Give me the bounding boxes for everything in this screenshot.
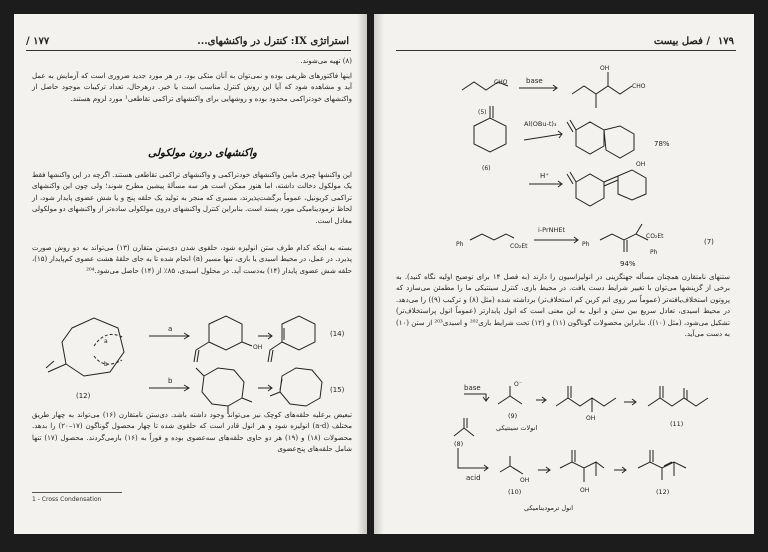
- reagent-iprnhet: i-PrNHEt: [538, 226, 566, 234]
- compound-12-skeleton: [62, 318, 124, 376]
- label-7: (7): [704, 238, 714, 246]
- footnote-rule: [32, 492, 122, 493]
- ph-1: Ph: [456, 241, 464, 248]
- caption-kinetic: انولات سینتیکی: [496, 424, 538, 432]
- base-arrow: [519, 85, 557, 91]
- right-paragraph-1: ستنهای نامتقارن همچنان مسأله جهتگزینی در انولیزاسیون را دارند (به فصل ۱۴ برای توضیح اولیه نگاه کنید). به برخی از گزینشها می‌توان با تغییر شرایط دست یافت. در محیط بازی، کنترل سینتیکی ما را مطمئن می‌سازد که پروتون استخلاف‌یافته‌تر (عموماً سر روی اتم کربن کم استخلاف‌تر) برداشته شده (مثل (۸) و ترکیب (۹)) را می‌دهد. در محیط اسیدی، تعادل سریع بین ستن و انول به این معنی است که انول پایدارتر (عموماً انول پراستخلاف‌تر) تشکیل می‌شود، (مثل (۱۰)). بنابراین محصولات گوناگون (۱۱) و (۱۲) تحت شرایط بازی²⁰² و اسیدی²⁰³ از ستن (۱۰) به دست می‌آید.: [396, 273, 731, 339]
- left-scheme: [14, 306, 367, 416]
- aldol-dimer: [567, 120, 634, 158]
- left-paragraph-2: اینها فاکتورهای ظریفی بوده و نمی‌توان به آنان متکی بود. در هر مورد جدید ضروری است که آزمایش به عمل آید و مشاهده شود که آیا این روش کنترل مناسب است یا خیر. درهرحال، تعداد ترکیبات موجود حاصل از واکنشهای خودتراکمی محدود بوده و روشهایی برای واکنشهای تراکمی تقاطعی¹ مورد لزوم هستند.: [32, 72, 352, 103]
- arrow-label-a: a: [168, 325, 173, 333]
- al-arrow: [524, 131, 562, 140]
- label-9: (9): [508, 412, 518, 420]
- dehydration-arrow: [258, 333, 272, 339]
- oh-bond: [242, 342, 252, 346]
- section-title: واکنشهای درون مولکولی: [147, 147, 257, 159]
- aldol-10-product: [560, 450, 604, 482]
- reaction-arrow-b: [149, 385, 189, 391]
- co2et-1: CO₂Et: [510, 243, 528, 250]
- left-header-page-number: / ۱۷۷: [26, 36, 50, 47]
- right-lower-scheme: [374, 376, 754, 526]
- left-paragraph-3: این واکنشها چیزی مابین واکنشهای خودتراکمی و واکنشهای تراکمی تقاطعی هستند. اگرچه در این واکنشها فقط یک مولکول دخالت داشته، اما هنوز ممکن است هر سه مسألهٔ پیشین مطرح شوند؛ ولی چون این واکنشهای تراکمی کربونیل، عموماً برگشت‌پذیرند، مسیری که منجر به تولید یک حلقه پنج و یا شش عضوی پایدار شود، از لحاظ ترمودینامیکی مورد پسند است. بنابراین کنترل واکنشهای درون مولکولی ساده‌تر از واکنشهای دو مولکولی معادل است.: [32, 171, 352, 225]
- compound-aldol-ring: [194, 316, 242, 362]
- acid-arrow: [529, 181, 562, 187]
- left-header-rule: [26, 50, 351, 51]
- compound-label-12: (12): [76, 392, 91, 400]
- dehydration-arrow-lower: [624, 399, 636, 405]
- compound-label-14: (14): [330, 330, 345, 338]
- right-page: [374, 14, 754, 534]
- base-arrow-lower: [464, 394, 489, 401]
- oh-2: OH: [636, 161, 646, 168]
- o-minus: O⁻: [514, 381, 522, 388]
- h-plus: H⁺: [540, 172, 549, 180]
- arrow-label-b: b: [168, 377, 173, 385]
- compound-label-15: (15): [330, 386, 345, 394]
- left-paragraph-1: (۸) تهیه می‌شوند.: [300, 57, 352, 65]
- right-header-rule: [396, 50, 736, 51]
- enone-product: [567, 170, 646, 206]
- oh-lower-3: OH: [580, 487, 590, 494]
- dehydration-arrow-2-lower: [614, 467, 626, 473]
- label-5: (5): [478, 109, 487, 116]
- acid-arrow-lower: [458, 448, 488, 471]
- dehydration-arrow-2: [258, 385, 272, 391]
- compound-15-ring: [270, 368, 322, 406]
- right-header-page-number: ۱۷۹: [717, 36, 734, 47]
- ester-1: [470, 234, 514, 240]
- caption-thermo: انول ترمودینامیکی: [524, 504, 574, 512]
- footnote: 1 - Cross Condensation: [32, 496, 102, 503]
- reaction-arrow-a: [149, 333, 189, 339]
- left-paragraph-5: تبعیض برعلیه حلقه‌های کوچک نیز می‌تواند وجود داشته باشد. دی‌ستن نامتقارن (۱۶) می‌تواند به چهار طریق مختلف (a-d) انولیزه شود و هر انول قادر است که حلقوی شده تا چهار محصول گوناگون (۱۷–۲۰) را بدهد. محصولات (۱۸) و (۱۹) هر دو حاوی حلقه‌های سه‌عضوی بوده و فوراً به (۱۶) بازمی‌گردند. محصول (۱۷) تنها شامل حلقه‌های پنج‌عضوی: [32, 411, 352, 454]
- yield-94: 94%: [620, 260, 636, 268]
- compound-12-carbonyl: [46, 361, 66, 372]
- aldol-arrow-2: [538, 467, 550, 473]
- oh-1: OH: [600, 65, 610, 72]
- co2et-2: CO₂Et: [646, 233, 664, 240]
- label-8: (8): [454, 440, 464, 448]
- base-label: base: [526, 77, 543, 85]
- base-label-lower: base: [464, 384, 481, 392]
- left-header-title: استراتژی IX: کنترل در واکنشهای...: [197, 36, 349, 47]
- right-upper-scheme: [374, 54, 754, 284]
- cho-2: CHO: [632, 83, 646, 90]
- oh-label: OH: [253, 344, 263, 351]
- yield-78: 78%: [654, 140, 670, 148]
- ph-2: Ph: [582, 241, 590, 248]
- label-11: (11): [670, 420, 684, 428]
- enolate-9: [498, 386, 522, 404]
- product-12: [638, 450, 686, 480]
- left-page: [14, 14, 367, 534]
- oh-lower-2: OH: [520, 477, 530, 484]
- aldol-product-skeleton: [572, 72, 632, 108]
- ketone-8: [454, 418, 474, 436]
- amine-arrow: [534, 237, 578, 243]
- aldol-9-product: [556, 386, 616, 412]
- page-gutter-shadow: [357, 14, 367, 534]
- acid-label: acid: [466, 474, 481, 482]
- ph-3: Ph: [650, 249, 658, 256]
- enol-10: [500, 456, 523, 474]
- ring-label-a: a: [104, 338, 108, 345]
- enolization-arrow-a: [94, 334, 124, 346]
- label-10: (10): [508, 488, 522, 496]
- al-reagent: Al(OBu-t)₃: [524, 120, 557, 128]
- compound-15-precursor: [196, 368, 252, 414]
- aldol-arrow: [536, 397, 546, 403]
- compound-14-ring: [268, 316, 315, 362]
- label-12-lower: (12): [656, 488, 670, 496]
- left-paragraph-4: بسته به اینکه کدام طرف ستن انولیزه شود، حلقوی شدن دی‌ستن متقارن (۱۳) می‌تواند به دو روش صورت پذیرد. در عمل، در محیط اسیدی یا بازی، تنها مسیر (a) انجام شده تا به جای حلقهٔ هشت عضوی کم‌پایدار (۱۵)، حلقه شش عضوی پایدار (۱۴) به‌دست آید. در محلول اسیدی، ۸۵٪ از (۱۴) حاصل می‌شود.²⁰⁴: [32, 244, 352, 275]
- cho-1: CHO: [494, 79, 508, 86]
- ester-product: [600, 224, 648, 252]
- label-6: (6): [482, 165, 491, 172]
- product-11: [648, 386, 708, 406]
- ring-label-b: b: [104, 361, 108, 368]
- oh-lower-1: OH: [586, 415, 596, 422]
- right-header-title: / فصل بیست: [653, 36, 710, 47]
